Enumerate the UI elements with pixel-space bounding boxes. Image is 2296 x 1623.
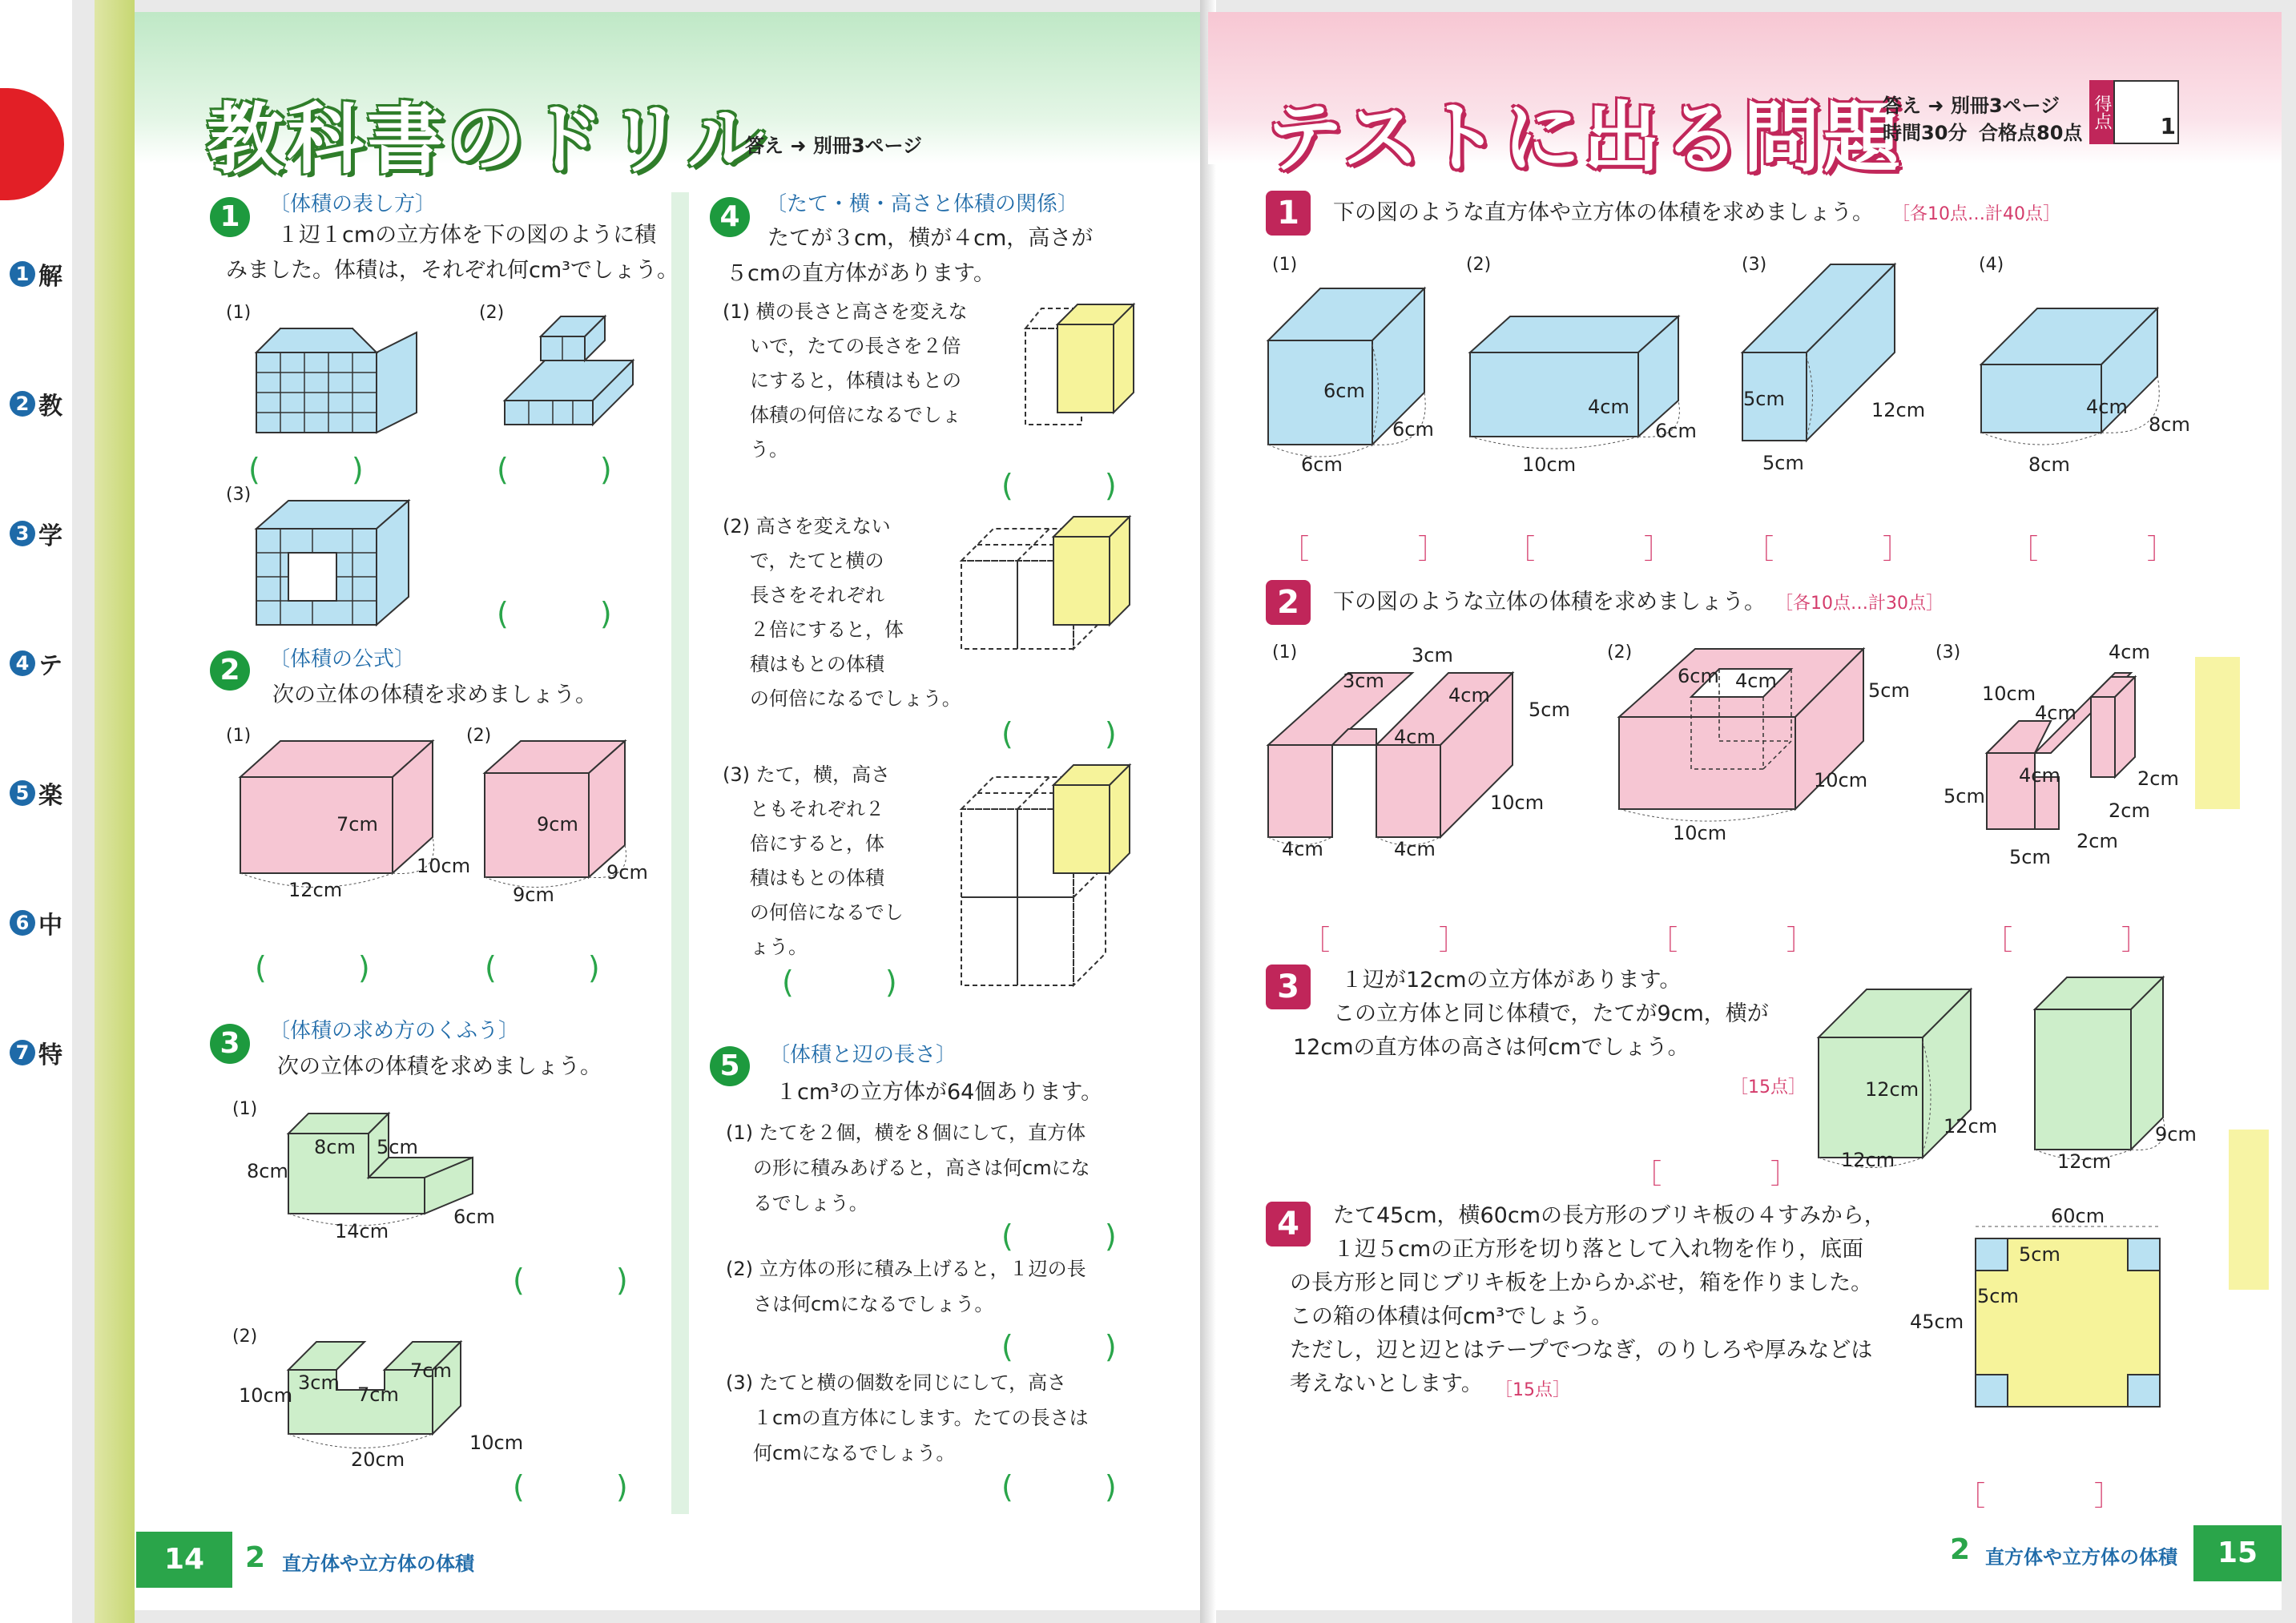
side-index [10,256,62,1070]
dimension-label: 12cm [1944,1115,1998,1138]
dimension-label: 10cm [469,1432,524,1454]
answer-blank[interactable]: ［ ］ [1282,534,1445,566]
answer-blank[interactable]: ［ ］ [1508,534,1671,566]
dimension-label: 3cm [1412,644,1453,667]
notched-solid-figure [1264,657,1553,849]
dimension-label: 20cm [351,1448,405,1471]
figure-label: (3) [226,485,252,505]
figure-label: (2) [1607,642,1633,662]
dimension-label: 4cm [1394,726,1436,748]
question-text: １辺が12cmの立方体があります。 [1341,968,1682,993]
question-text: 次の立体の体積を求めましょう。 [272,683,597,707]
answer-blank[interactable]: ［ ］ [2011,534,2174,566]
question-number: 2 [1266,580,1311,625]
dimension-label: 5cm [2009,846,2051,868]
dimension-label: 10cm [1673,822,1727,844]
prism-doubling-figure-1 [1017,296,1154,441]
dimension-label: 6cm [1678,665,1719,687]
chapter-title: 直方体や立方体の体積 [282,1553,474,1575]
side-index-item: 6 中 [10,905,62,940]
answer-blank[interactable]: ( ) [782,965,897,1000]
time-limit: 時間30分 [1883,122,1968,144]
dimension-label: 5cm [377,1136,418,1158]
page-number: 15 [2193,1525,2282,1581]
dimension-label: 4cm [2035,702,2076,724]
figure-label: (2) [1466,255,1492,275]
question-topic: 〔体積と辺の長さ〕 [769,1043,957,1067]
page-title: 教科書のドリル [207,95,767,184]
chapter-title: 直方体や立方体の体積 [1985,1546,2177,1569]
dimension-label: 2cm [2076,830,2118,852]
question-number: 3 [1266,965,1311,1009]
question-number: 4 [1266,1202,1311,1246]
question-text: の長方形と同じブリキ板を上からかぶせ，箱を作りました。 [1290,1271,1873,1295]
figure-label: (1) [226,303,252,323]
dimension-label: 9cm [537,813,578,836]
dimension-label: 10cm [417,855,471,877]
dimension-label: 12cm [2057,1150,2112,1173]
answer-blank[interactable]: ［ ］ [1634,1158,1798,1190]
question-text: 考えないとします。 [1290,1371,1483,1396]
dimension-label: 6cm [1655,420,1697,442]
answer-blank[interactable]: ( ) [513,1469,628,1504]
question-text: 下の図のような直方体や立方体の体積を求めましょう。 [1333,200,1874,225]
answer-blank[interactable]: ［ ］ [1985,924,2149,956]
chapter-number: 2 [245,1541,266,1574]
answer-blank[interactable]: ( ) [255,950,370,985]
side-index-item: 1 解 [10,256,62,292]
dimension-label: 4cm [1394,838,1436,860]
dimension-label: 5cm [1977,1285,2019,1307]
column-divider [671,192,689,1514]
dimension-label: 4cm [1448,684,1490,707]
answer-reference: 答え ➜ 別冊3ページ [1883,95,2060,117]
dimension-label: 10cm [1982,683,2036,705]
subquestion: (3) たて，横，高さ ともそれぞれ２ 倍にすると，体 積はもとの体積 の何倍になるでし ょう。 [723,763,904,958]
tin-plate-figure [1968,1214,2168,1415]
dimension-label: 7cm [336,813,378,836]
answer-blank[interactable]: ( ) [497,452,612,487]
page-number: 14 [136,1532,232,1588]
dimension-label: 9cm [606,861,648,884]
answer-blank[interactable]: ［ ］ [1650,924,1814,956]
answer-blank[interactable]: ( ) [1001,1218,1117,1254]
question-text: 下の図のような立体の体積を求めましょう。 [1333,590,1766,614]
tall-prism-figure [1738,256,1931,457]
subquestion: (2) 高さを変えない で，たてと横の 長さをそれぞれ ２倍にすると，体 積はもとの体積 の何倍になるでしょう。 [723,515,961,710]
question-points: ［15点］ [1495,1380,1570,1400]
dimension-label: 12cm [1871,399,1926,421]
dimension-label: 5cm [2019,1243,2060,1266]
page-title: テストに出る問題 [1266,93,1904,183]
answer-blank[interactable]: ( ) [1001,1469,1117,1504]
prism-doubling-figure-2 [953,513,1154,657]
answer-blank[interactable]: ［ ］ [1303,924,1466,956]
question-topic: 〔たて・横・高さと体積の関係〕 [766,192,1079,216]
answer-blank[interactable]: ( ) [1001,468,1117,503]
figure-label: (1) [226,726,252,746]
subquestion: (3) たてと横の個数を同じにして，高さ １cmの直方体にします。たての長さは 何cmになるでしょう。 [726,1371,1089,1464]
question-text: みました。体積は，それぞれ何cm³でしょう。 [226,258,679,283]
dimension-label: 8cm [314,1136,356,1158]
question-points: ［各10点…計40点］ [1892,204,2060,224]
dimension-label: 6cm [1323,380,1365,402]
answer-blank[interactable]: ［ ］ [1958,1480,2121,1512]
dimension-label: 3cm [298,1371,340,1394]
sticky-note [2229,1130,2269,1290]
dimension-label: 2cm [2137,767,2179,790]
dimension-label: 3cm [1343,670,1384,692]
question-text: １辺５cmの正方形を切り落として入れ物を作り，底面 [1333,1237,1864,1262]
answer-blank[interactable]: ( ) [485,950,600,985]
question-number: 2 [210,650,250,691]
dimension-label: 6cm [1301,453,1343,476]
question-text: 次の立体の体積を求めましょう。 [277,1054,602,1079]
dimension-label: 5cm [1743,388,1785,410]
dimension-label: 5cm [1762,452,1804,474]
figure-label: (2) [466,726,492,746]
question-number: 1 [210,197,250,237]
question-text: たてが３cm，横が４cm，高さが [767,226,1094,251]
passing-score: 合格点80点 [1979,122,2083,144]
dimension-label: 6cm [1392,418,1434,441]
dimension-label: 12cm [1841,1149,1895,1171]
cube-pyramid-figure [497,312,657,441]
score-label: 得点 [2089,80,2113,144]
question-text: １cm³の立方体が64個あります。 [775,1080,1103,1105]
question-number: 4 [710,197,750,237]
dimension-label: 4cm [1282,838,1323,860]
book-gutter [1200,0,1216,1623]
side-index-item: 5 楽 [10,775,62,811]
chapter-number: 2 [1950,1533,1971,1566]
answer-reference: 答え ➜ 別冊3ページ [745,135,923,157]
question-text: この箱の体積は何cm³でしょう。 [1290,1304,1613,1329]
answer-blank[interactable]: ( ) [513,1263,628,1298]
question-topic: 〔体積の表し方〕 [269,192,437,216]
question-points: ［15点］ [1730,1077,1806,1097]
answer-blank[interactable]: ( ) [248,452,364,487]
question-text: ５cmの直方体があります。 [726,261,995,286]
figure-label: (1) [1272,642,1298,662]
dimension-label: 10cm [239,1384,293,1407]
dimension-label: 7cm [410,1359,452,1382]
dimension-label: 14cm [335,1220,389,1242]
question-points: ［各10点…計30点］ [1775,594,1944,614]
question-text: １辺１cmの立方体を下の図のように積 [277,223,657,248]
question-number: 5 [710,1046,750,1086]
question-topic: 〔体積の公式〕 [269,647,416,671]
subquestion: (1) 横の長さと高さを変えな いで，たての長さを２倍 にすると，体積はもとの 体積の何倍になるでしょ う。 [723,300,968,461]
figure-label: (2) [479,303,505,323]
dimension-label: 4cm [1588,396,1629,418]
side-index-item: 3 学 [10,516,62,551]
dimension-label: 8cm [2028,453,2070,476]
cube-frame-figure [248,497,425,633]
dimension-label: 4cm [2086,396,2128,418]
figure-label: (1) [232,1099,258,1119]
question-number: 1 [1266,191,1311,236]
dimension-label: 4cm [2019,764,2060,787]
figure-label: (4) [1979,255,2004,275]
answer-blank[interactable]: ( ) [497,596,612,631]
page-stack-edge [95,0,135,1623]
side-index-item: 2 教 [10,386,62,421]
subquestion: (1) たてを２個，横を８個にして，直方体 の形に積みあげると，高さは何cmにな るでしょう。 [726,1122,1090,1214]
question-text: 12cmの直方体の高さは何cmでしょう。 [1293,1035,1690,1060]
question-text: この立方体と同じ体積で，たてが9cm，横が [1333,1001,1769,1026]
prism-doubling-figure-3 [953,761,1154,993]
dimension-label: 8cm [247,1160,288,1182]
dimension-label: 6cm [453,1206,495,1228]
question-number: 3 [210,1024,250,1064]
figure-label: (1) [1272,255,1298,275]
answer-blank[interactable]: ［ ］ [1746,534,1910,566]
dimension-label: 4cm [1735,670,1777,692]
dimension-label: 12cm [1865,1078,1919,1101]
dimension-label: 2cm [2109,799,2150,822]
side-index-item: 7 特 [10,1035,62,1070]
figure-label: (3) [1742,255,1767,275]
dimension-label: 8cm [2149,413,2190,436]
dimension-label: 60cm [2051,1205,2105,1227]
dimension-label: 10cm [1522,453,1577,476]
question-text: ただし，辺と辺とはテープでつなぎ，のりしろや厚みなどは [1290,1338,1873,1363]
dimension-label: 9cm [2155,1123,2197,1146]
dimension-label: 10cm [1490,791,1545,814]
sticky-note [2195,657,2240,809]
score-box[interactable] [2113,80,2179,144]
dimension-label: 5cm [1529,699,1570,721]
dimension-label: 5cm [1868,679,1910,702]
subquestion: (2) 立方体の形に積み上げると，１辺の長 さは何cmになるでしょう。 [726,1258,1086,1315]
cube-stack-figure [248,308,441,445]
dimension-label: 5cm [1944,785,1985,807]
score-total: 1 [2160,113,2176,139]
question-text: たて45cm，横60cmの長方形のブリキ板の４すみから， [1333,1203,1886,1228]
figure-label: (3) [1935,642,1961,662]
dimension-label: 4cm [2109,641,2150,663]
dimension-label: 12cm [288,879,343,901]
dimension-label: 9cm [513,884,554,906]
cube-figure [1264,280,1472,465]
answer-blank[interactable]: ( ) [1001,716,1117,751]
figure-label: (2) [232,1327,258,1347]
side-index-item: 4 テ [10,646,62,681]
dimension-label: 45cm [1910,1311,1964,1333]
answer-blank[interactable]: ( ) [1001,1329,1117,1364]
dimension-label: 7cm [357,1383,399,1406]
question-topic: 〔体積の求め方のくふう〕 [269,1019,520,1043]
square-prism-figure [1977,304,2185,465]
dimension-label: 10cm [1814,769,1868,791]
